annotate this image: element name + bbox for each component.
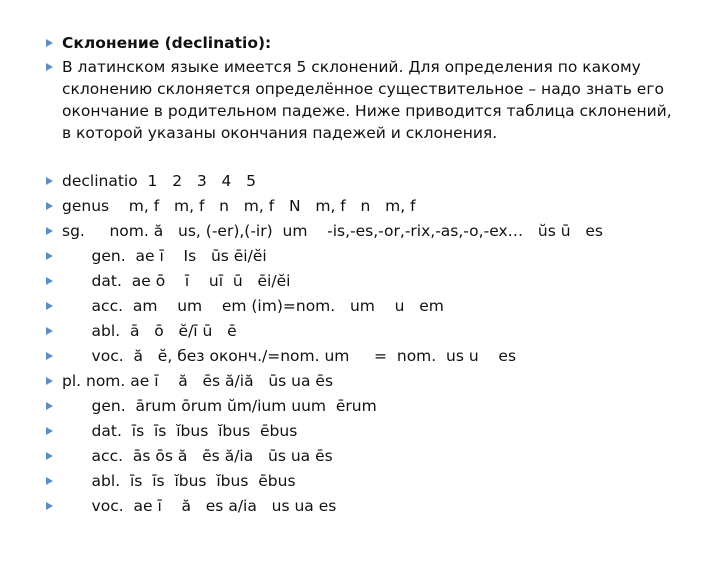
triangle-right-icon — [46, 327, 53, 335]
row-text: dat. ae ō ī uī ū ēi/ĕi — [62, 272, 291, 290]
row-text: dat. īs īs ĭbus ĭbus ēbus — [62, 422, 298, 440]
triangle-right-icon — [46, 302, 53, 310]
row-text: pl. nom. ae ī ă ēs ă/iă ūs ua ēs — [62, 372, 334, 390]
triangle-right-icon — [46, 377, 53, 385]
row-text: sg. nom. ă us, (-er),(-ir) um -is,-es,-or,-rix,-as,-o,-ex… ŭs ū es — [62, 222, 603, 240]
triangle-right-icon — [46, 402, 53, 410]
row-text: gen. ārum ōrum ŭm/ium uum ērum — [62, 397, 377, 415]
intro-item — [46, 56, 686, 144]
triangle-right-icon — [46, 477, 53, 485]
triangle-right-icon — [46, 227, 53, 235]
row-text: acc. am um em (im)=nom. um u em — [62, 297, 444, 315]
triangle-right-icon — [46, 452, 53, 460]
triangle-right-icon — [46, 277, 53, 285]
heading-text: Склонение (declinatio): — [62, 34, 272, 52]
triangle-right-icon — [46, 39, 53, 47]
row-text: genus m, f m, f n m, f N m, f n m, f — [62, 197, 416, 215]
triangle-right-icon — [46, 202, 53, 210]
row-text: gen. ae ī Is ūs ēi/ĕi — [62, 247, 267, 265]
row-text: acc. ās ōs ă ēs ă/ia ūs ua ēs — [62, 447, 333, 465]
row-text: declinatio 1 2 3 4 5 — [62, 172, 256, 190]
triangle-right-icon — [46, 252, 53, 260]
triangle-right-icon — [46, 177, 53, 185]
row-text: voc. ae ī ă es a/ia us ua es — [62, 497, 337, 515]
triangle-right-icon — [46, 502, 53, 510]
row-text: voc. ă ĕ, без оконч./=nom. um = nom. us u es — [62, 347, 517, 365]
table-row — [46, 495, 686, 583]
intro-text: В латинском языке имеется 5 склонений. Для определения по какому склонению склоняется определённое существительное – надо знать его окончание в родительном падеже. Ниже приводится таблица склонений, в которой указаны окончания падежей и склонения. — [62, 58, 672, 142]
triangle-right-icon — [46, 63, 53, 71]
row-text: abl. īs īs ĭbus ĭbus ēbus — [62, 472, 296, 490]
row-text: abl. ā ō ĕ/ī ū ē — [62, 322, 237, 340]
triangle-right-icon — [46, 427, 53, 435]
triangle-right-icon — [46, 352, 53, 360]
